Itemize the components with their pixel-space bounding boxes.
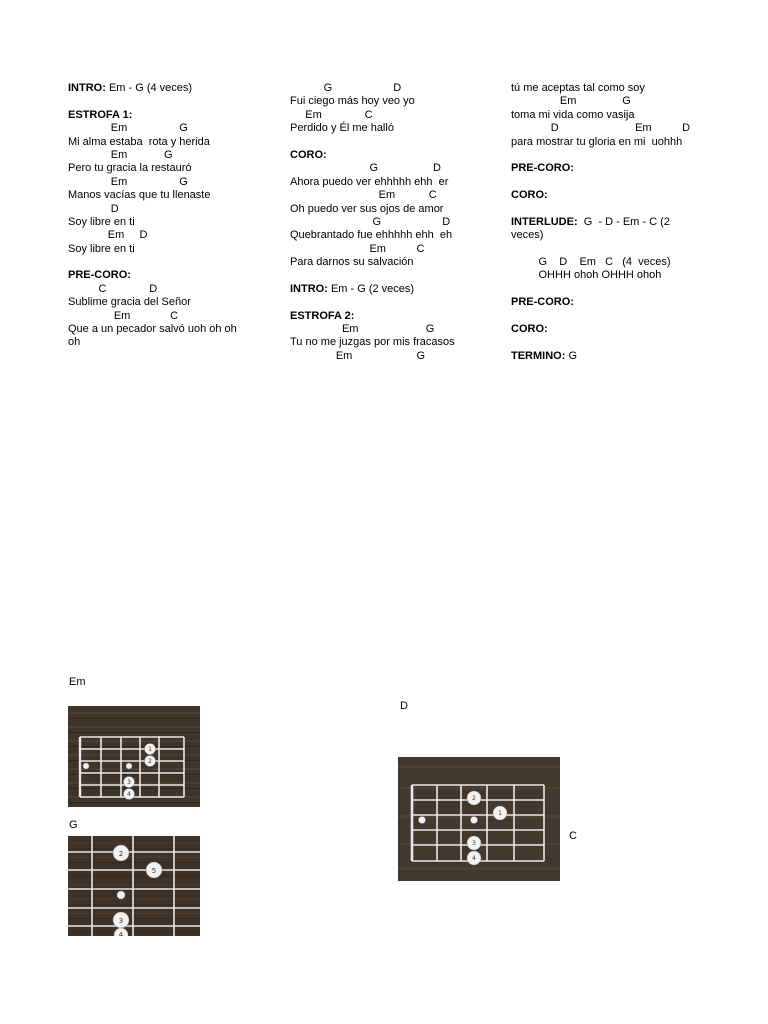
chord-line: Em C bbox=[290, 189, 437, 202]
line-gap bbox=[68, 256, 268, 269]
section-heading-label: PRE-CORO: bbox=[511, 296, 574, 309]
section-heading bbox=[511, 323, 731, 336]
finger-number: 2 bbox=[118, 850, 124, 858]
finger-number: 1 bbox=[498, 810, 502, 817]
lyric-line: veces) bbox=[511, 229, 544, 242]
section-heading bbox=[68, 269, 268, 282]
chord-line: Em G bbox=[290, 323, 435, 336]
finger-number: 2 bbox=[472, 795, 476, 802]
chord-line: D Em D bbox=[511, 122, 691, 135]
chord-line: Em C bbox=[290, 108, 373, 121]
section-heading-label: INTRO: bbox=[68, 82, 106, 94]
section-heading bbox=[290, 310, 500, 323]
line-gap bbox=[511, 149, 731, 162]
chord-line: Em G bbox=[511, 95, 631, 108]
d-chord-diagram bbox=[398, 757, 560, 881]
chord-line: OHHH ohoh OHHH ohoh bbox=[511, 269, 662, 282]
chord-label-em: Em bbox=[69, 676, 86, 688]
section-heading-text: Em - G (2 veces) bbox=[327, 282, 415, 295]
lyric-line: Soy libre en ti bbox=[68, 215, 135, 228]
chord-label-g: G bbox=[69, 819, 78, 831]
lyric-line: Perdido y Él me halló bbox=[290, 122, 394, 135]
chord-line: G D bbox=[290, 215, 451, 228]
chord-label-d: D bbox=[400, 700, 408, 712]
section-heading-label: PRE-CORO: bbox=[68, 269, 131, 282]
g-chord-diagram bbox=[68, 836, 200, 936]
lyric-line: Sublime gracia del Señor bbox=[68, 296, 191, 309]
section-heading-text: G bbox=[565, 349, 578, 362]
section-heading bbox=[511, 162, 731, 175]
lyric-line: Quebrantado fue ehhhhh ehh eh bbox=[290, 229, 453, 242]
section-heading-label: PRE-CORO: bbox=[511, 162, 574, 175]
chord-line: C D bbox=[68, 282, 158, 295]
section-heading bbox=[511, 216, 731, 229]
finger-number: 5 bbox=[151, 867, 157, 875]
chord-line: D bbox=[68, 202, 119, 215]
finger-number: 3 bbox=[118, 917, 124, 925]
em-chord-diagram bbox=[68, 706, 200, 807]
section-heading-label: INTRO: bbox=[290, 282, 328, 295]
lyric-line: oh bbox=[68, 336, 81, 349]
finger-number: 1 bbox=[148, 746, 152, 753]
lyric-line: Mi alma estaba rota y herida bbox=[68, 135, 210, 148]
section-heading-text: G - D - Em - C (2 bbox=[577, 215, 670, 228]
lyric-line: tú me aceptas tal como soy bbox=[511, 82, 645, 94]
lyric-line: Que a un pecador salvó uoh oh oh bbox=[68, 323, 237, 336]
lyric-line: Ahora puedo ver ehhhhh ehh er bbox=[290, 175, 449, 188]
section-heading bbox=[290, 283, 500, 296]
lyric-line: Soy libre en ti bbox=[68, 242, 135, 255]
lyric-line: Manos vacías que tu llenaste bbox=[68, 189, 211, 202]
line-gap bbox=[290, 269, 500, 282]
section-heading bbox=[511, 350, 731, 363]
line-gap bbox=[511, 336, 731, 349]
section-heading-label: INTERLUDE: bbox=[511, 215, 578, 228]
section-heading bbox=[511, 189, 731, 202]
line-gap bbox=[511, 283, 731, 296]
section-heading bbox=[68, 82, 268, 95]
section-heading-label: ESTROFA 1: bbox=[68, 108, 133, 121]
section-heading-label: CORO: bbox=[290, 148, 327, 161]
section-heading bbox=[290, 149, 500, 162]
chord-line: Em C bbox=[68, 309, 179, 322]
line-gap bbox=[511, 243, 731, 256]
section-heading-label: CORO: bbox=[511, 189, 548, 202]
section-heading bbox=[68, 109, 268, 122]
finger-number: 2 bbox=[148, 758, 152, 765]
finger-number: 3 bbox=[472, 840, 476, 847]
lyric-line: para mostrar tu gloria en mi uohhh bbox=[511, 135, 683, 148]
chord-line: Em G bbox=[290, 349, 426, 362]
lyric-line: toma mi vida como vasija bbox=[511, 108, 635, 121]
lyric-line: Tu no me juzgas por mis fracasos bbox=[290, 336, 455, 349]
section-heading-label: ESTROFA 2: bbox=[290, 309, 355, 322]
finger-number: 3 bbox=[127, 779, 131, 786]
chord-line: Em G bbox=[68, 175, 188, 188]
chord-line: Em C bbox=[290, 242, 425, 255]
lyric-line: Oh puedo ver sus ojos de amor bbox=[290, 202, 444, 215]
lyrics-column-3 bbox=[511, 82, 731, 363]
section-heading-label: CORO: bbox=[511, 323, 548, 336]
chord-line: Em G bbox=[68, 122, 188, 135]
finger-number: 4 bbox=[118, 931, 124, 936]
chord-line: Em G bbox=[68, 148, 173, 161]
chord-line: G D bbox=[290, 82, 402, 94]
finger-number: 4 bbox=[472, 855, 476, 862]
chord-line: G D bbox=[290, 162, 441, 175]
line-gap bbox=[511, 203, 731, 216]
line-gap bbox=[290, 296, 500, 309]
lyric-line: Fui ciego más hoy veo yo bbox=[290, 95, 415, 108]
section-heading-text: Em - G (4 veces) bbox=[105, 82, 193, 94]
line-gap bbox=[511, 310, 731, 323]
line-gap bbox=[290, 136, 500, 149]
lyric-line: Para darnos su salvación bbox=[290, 256, 414, 269]
lyrics-column-2 bbox=[290, 82, 500, 363]
chord-line: Em D bbox=[68, 229, 148, 242]
chord-line: G D Em C (4 veces) bbox=[511, 256, 671, 269]
section-heading bbox=[511, 296, 731, 309]
finger-number: 4 bbox=[127, 791, 131, 798]
line-gap bbox=[68, 95, 268, 108]
chord-label-c: C bbox=[569, 830, 577, 842]
section-heading-label: TERMINO: bbox=[511, 349, 566, 362]
line-gap bbox=[511, 176, 731, 189]
lyric-line: Pero tu gracia la restauró bbox=[68, 162, 192, 175]
lyrics-column-1 bbox=[68, 82, 268, 350]
